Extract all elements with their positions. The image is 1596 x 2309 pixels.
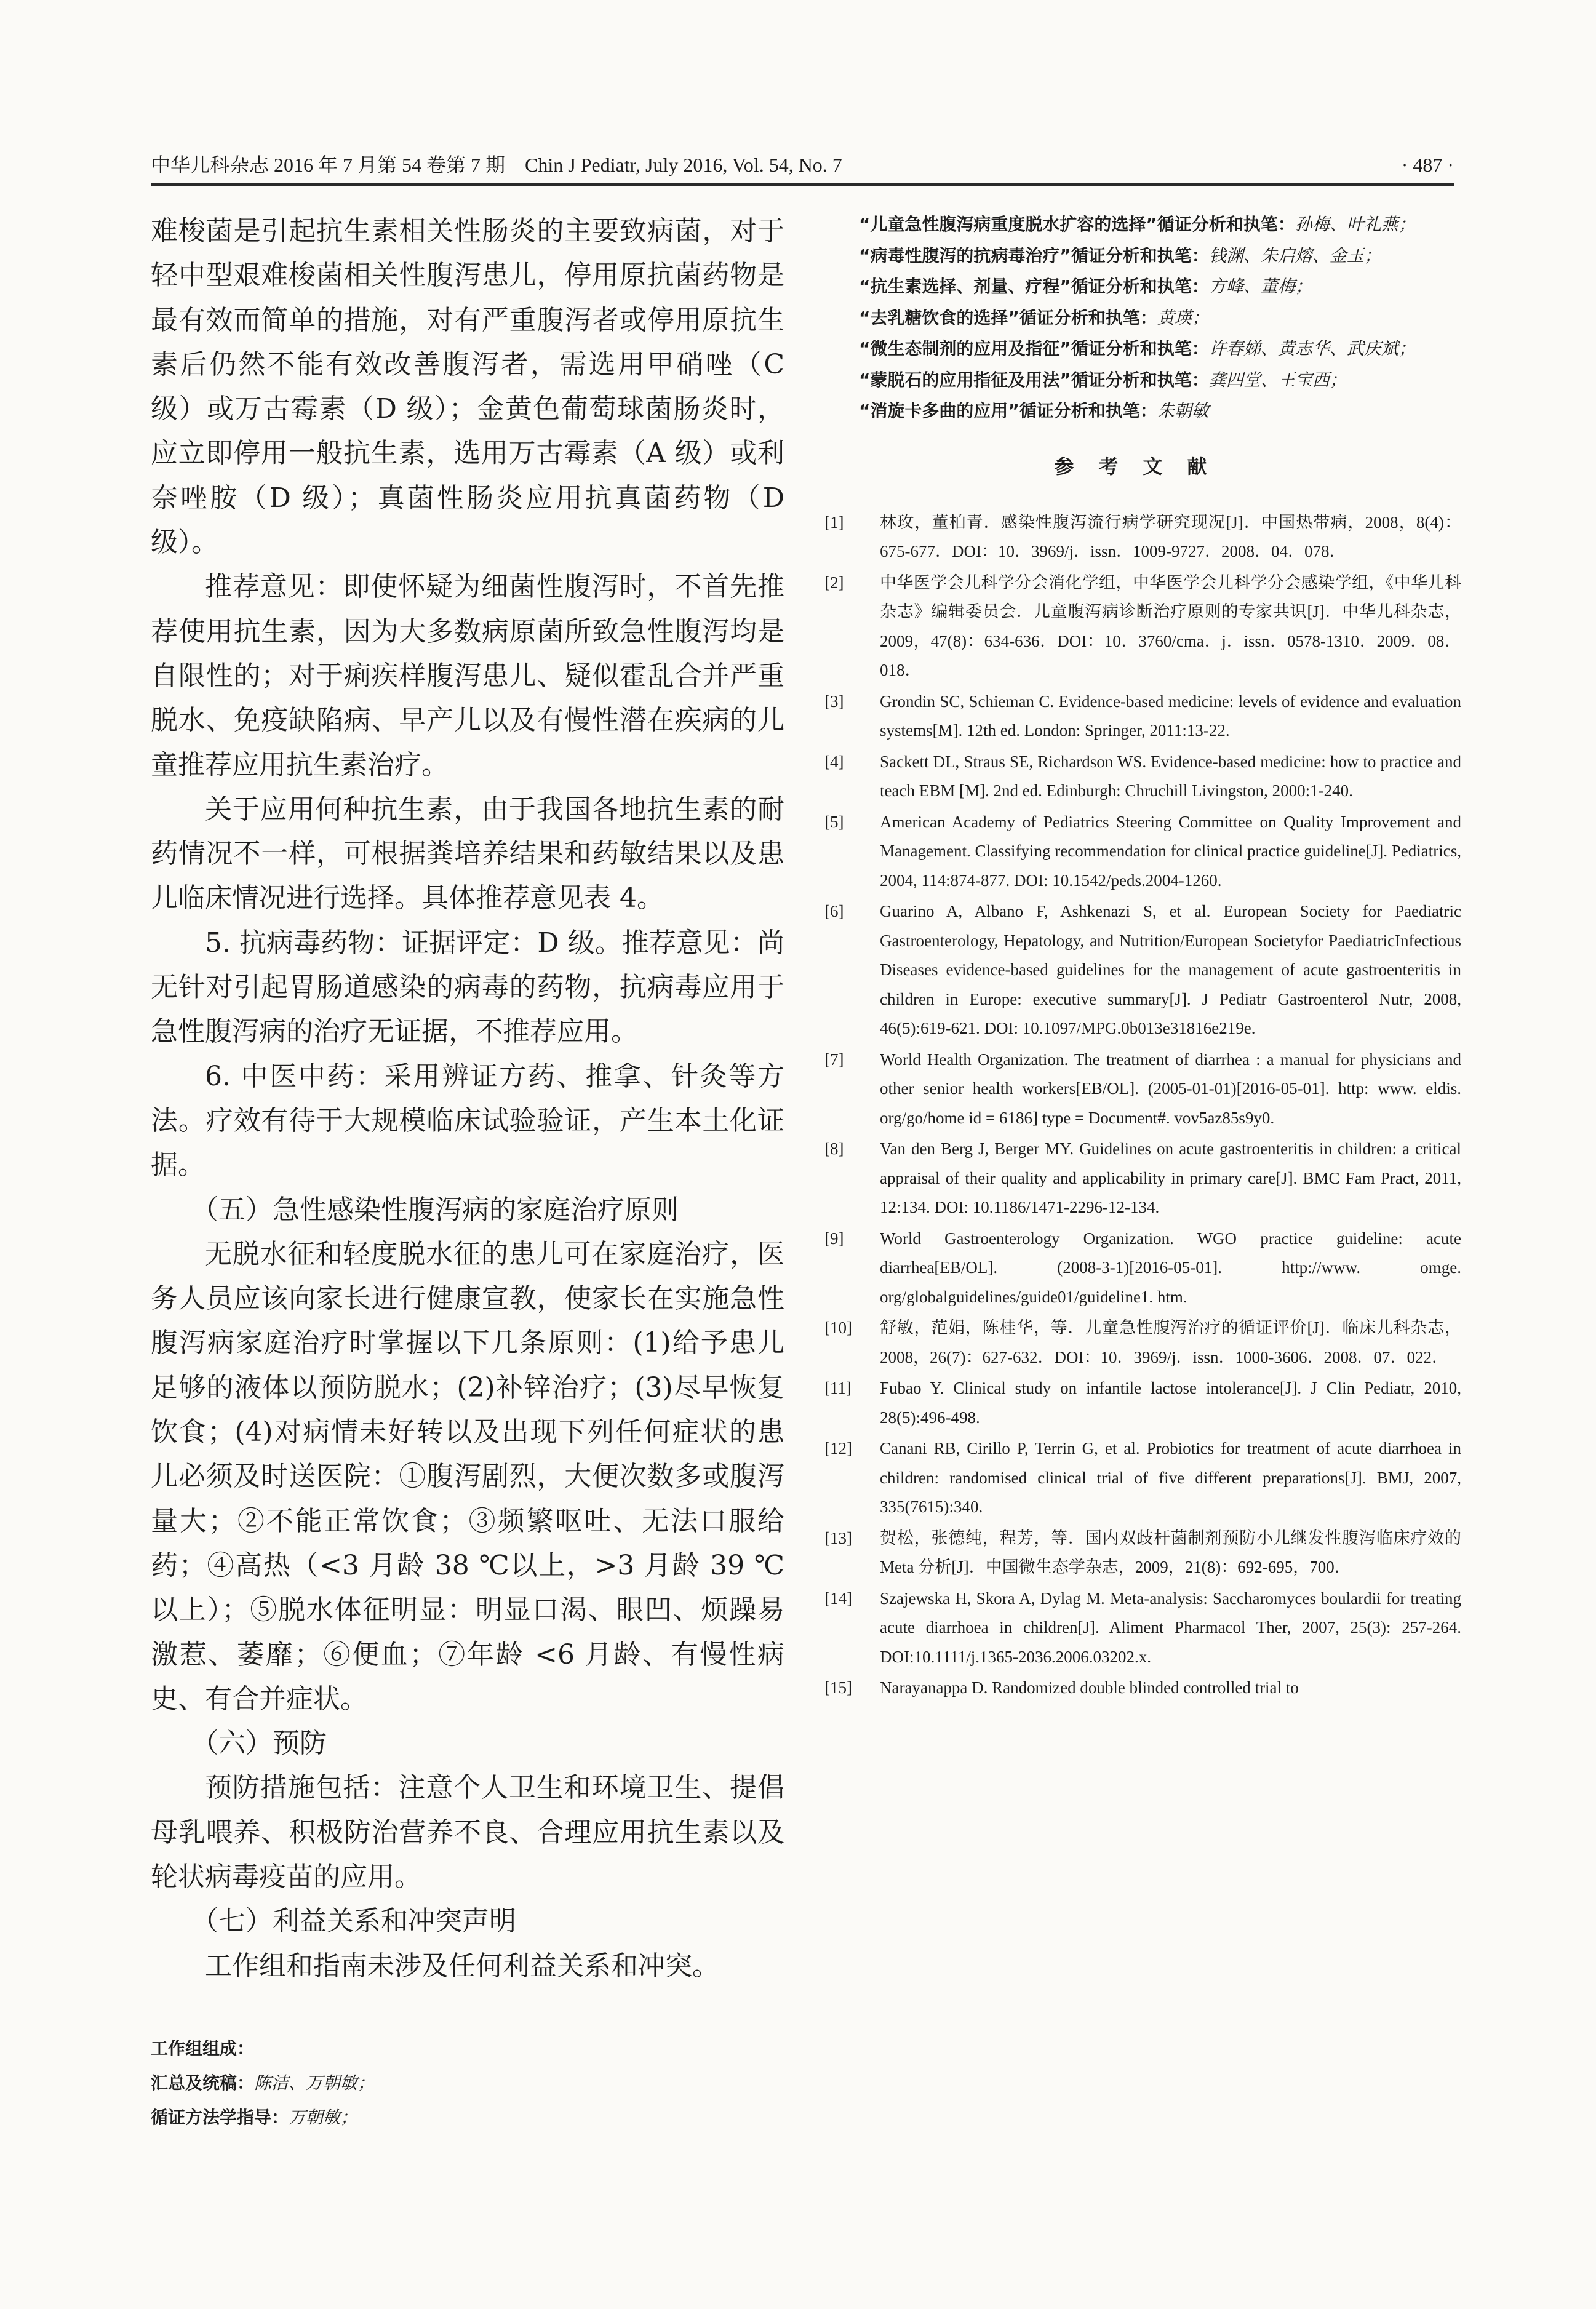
reference-text: World Gastroenterology Organization. WGO practice guideline: acute diarrhea[EB/OL]. (2008-3-1)[2016-05-01]. http://www. omge. org/globalguidelines/guide01/guideline1. htm. xyxy=(880,1229,1461,1306)
section-heading-6: （六）预防 xyxy=(191,1728,327,1760)
reference-number: [15] xyxy=(824,1678,852,1697)
section-heading-7: （七）利益关系和冲突声明 xyxy=(191,1905,516,1937)
tcm-paragraph: 6. 中医中药：采用辨证方药、推拿、针灸等方法。疗效有待于大规模临床试验验证，产生本土化证据。 xyxy=(151,1060,784,1181)
reference-number: [12] xyxy=(824,1439,852,1458)
reference-item xyxy=(824,687,1461,746)
antiviral-paragraph: 5. 抗病毒药物：证据评定：D 级。推荐意见：尚无针对引起胃肠道感染的病毒的药物，抗病毒应用于急性腹泻病的治疗无证据，不推荐应用。 xyxy=(151,927,784,1048)
reference-number: [6] xyxy=(824,902,844,920)
reference-number: [14] xyxy=(824,1589,852,1608)
contributor-entry: “蒙脱石的应用指征及用法”循证分析和执笔：龚四堂、王宝西； xyxy=(859,369,1347,390)
reference-item xyxy=(824,897,1461,1043)
reference-number: [1] xyxy=(824,512,844,532)
contributor-entry: “病毒性腹泻的抗病毒治疗”循证分析和执笔：钱渊、朱启熔、金玉； xyxy=(859,245,1381,266)
reference-number: [8] xyxy=(824,1139,844,1158)
reference-text: Narayanappa D. Randomized double blinded controlled trial to xyxy=(880,1678,1299,1697)
reference-item xyxy=(824,568,1461,685)
reference-item xyxy=(824,508,1461,567)
reference-text: Van den Berg J, Berger MY. Guidelines on acute gastroenteritis in children: a critical appraisal of their quality and applicability in primary care[J]. BMC Fam Pract, 2011, 12:134. DOI: 10.1186/1471-2296-12-134. xyxy=(880,1139,1461,1216)
reference-number: [5] xyxy=(824,812,844,831)
contributor-entry: “微生态制剂的应用及指征”循证分析和执笔：许春娣、黄志华、武庆斌； xyxy=(859,338,1416,359)
running-header xyxy=(151,146,1454,186)
prevention-paragraph: 预防措施包括：注意个人卫生和环境卫生、提倡母乳喂养、积极防治营养不良、合理应用抗生素以及轮状病毒疫苗的应用。 xyxy=(151,1772,784,1892)
reference-list xyxy=(824,508,1461,1703)
contributors-list xyxy=(824,209,1461,427)
reference-text: Sackett DL, Straus SE, Richardson WS. Evidence-based medicine: how to practice and teach EBM [M]. 2nd ed. Edinburgh: Chruchill Livingston, 2000:1-240. xyxy=(880,752,1461,800)
working-group-line: 循证方法学指导：万朝敏； xyxy=(151,2107,358,2128)
conflict-statement: 工作组和指南未涉及任何利益关系和冲突。 xyxy=(205,1950,719,1982)
reference-number: [10] xyxy=(824,1318,852,1337)
reference-text: Szajewska H, Skora A, Dylag M. Meta-analysis: Saccharomyces boulardii for treating acute diarrhoea in children[J]. Aliment Pharmacol Ther, 2007, 25(3): 257-264. DOI:10.1111/j.1365-2036.2006.03202.x. xyxy=(880,1589,1461,1666)
contributor-entry: “消旋卡多曲的应用”循证分析和执笔：朱朝敏 xyxy=(859,401,1209,421)
reference-text: American Academy of Pediatrics Steering Committee on Quality Improvement and Management. Classifying recommendation for clinical practice guideline[J]. Pediatrics, 2004, 114:874-877. DOI: 10.1542/peds.2004-1260. xyxy=(880,812,1461,890)
recommendation-paragraph: 推荐意见：即使怀疑为细菌性腹泻时，不首先推荐使用抗生素，因为大多数病原菌所致急性腹泻均是自限性的；对于痢疾样腹泻患儿、疑似霍乱合并严重脱水、免疫缺陷病、早产儿以及有慢性潜在疾病的儿童推荐应用抗生素治疗。 xyxy=(151,571,784,781)
reference-text: Canani RB, Cirillo P, Terrin G, et al. Probiotics for treatment of acute diarrhoea in children: randomised clinical trial of five different preparations[J]. BMJ, 2007, 335(7615):340. xyxy=(880,1439,1461,1516)
references-heading: 参考文献 xyxy=(1054,454,1232,478)
reference-item xyxy=(824,1224,1461,1312)
reference-number: [7] xyxy=(824,1050,844,1069)
reference-number: [4] xyxy=(824,752,844,771)
reference-item xyxy=(824,808,1461,896)
reference-number: [9] xyxy=(824,1229,844,1248)
reference-item xyxy=(824,1524,1461,1582)
reference-text: 林玫，董柏青．感染性腹泻流行病学研究现况[J]．中国热带病，2008，8(4)：675-677．DOI：10．3969/j．issn．1009-9727．2008．04．078． xyxy=(880,512,1461,560)
home-treatment-paragraph: 无脱水征和轻度脱水征的患儿可在家庭治疗，医务人员应该向家长进行健康宣教，使家长在实施急性腹泻病家庭治疗时掌握以下几条原则：(1)给予患儿足够的液体以预防脱水；(2)补锌治疗；(3)尽早恢复饮食；(4)对病情未好转以及出现下列任何症状的患儿必须及时送医院：①腹泻剧烈，大便次数多或腹泻量大；②不能正常饮食；③频繁呕吐、无法口服给药；④高热（<3 月龄 38 ℃以上，>3 月龄 39 ℃以上）；⑤脱水体征明显：明显口渴、眼凹、烦躁易激惹、萎靡；⑥便血；⑦年龄 <6 月龄、有慢性病史、有合并症状。 xyxy=(151,1238,784,1715)
reference-item xyxy=(824,748,1461,806)
working-group-line: 汇总及统稿：陈洁、万朝敏； xyxy=(151,2072,375,2093)
body-paragraph: 关于应用何种抗生素，由于我国各地抗生素的耐药情况不一样，可根据粪培养结果和药敏结果以及患儿临床情况进行选择。具体推荐意见表 4。 xyxy=(151,793,784,914)
reference-item xyxy=(824,1673,1461,1703)
left-column xyxy=(151,209,784,2135)
reference-item xyxy=(824,1314,1461,1372)
reference-number: [2] xyxy=(824,573,844,592)
section-heading-5: （五）急性感染性腹泻病的家庭治疗原则 xyxy=(191,1194,679,1226)
reference-text: Fubao Y. Clinical study on infantile lactose intolerance[J]. J Clin Pediatr, 2010, 28(5):496-498. xyxy=(880,1379,1461,1427)
reference-text: 舒敏，范娟，陈桂华，等．儿童急性腹泻治疗的循证评价[J]．临床儿科杂志，2008，26(7)：627-632．DOI：10．3969/j．issn．1000-3606．2008．07．022． xyxy=(880,1318,1461,1366)
reference-text: Grondin SC, Schieman C. Evidence-based medicine: levels of evidence and evaluation systems[M]. 12th ed. London: Springer, 2011:13-22. xyxy=(880,692,1461,740)
reference-item xyxy=(824,1584,1461,1672)
journal-citation: 中华儿科杂志 2016 年 7 月第 54 卷第 7 期 Chin J Pediatr, July 2016, Vol. 54, No. 7 xyxy=(151,154,842,176)
contributor-entry: “去乳糖饮食的选择”循证分析和执笔：黄瑛； xyxy=(859,307,1209,328)
contributor-entry: “抗生素选择、剂量、疗程”循证分析和执笔：方峰、董梅； xyxy=(859,276,1312,297)
working-group xyxy=(151,2032,784,2135)
reference-item xyxy=(824,1135,1461,1222)
body-paragraph: 难梭菌是引起抗生素相关性肠炎的主要致病菌，对于轻中型艰难梭菌相关性腹泻患儿，停用原抗菌药物是最有效而简单的措施，对有严重腹泻者或停用原抗生素后仍然不能有效改善腹泻者，需选用甲硝唑（C 级）或万古霉素（D 级）；金黄色葡萄球菌肠炎时，应立即停用一般抗生素，选用万古霉素（A 级）或利奈唑胺（D 级）；真菌性肠炎应用抗真菌药物（D 级）。 xyxy=(151,215,784,559)
reference-text: Guarino A, Albano F, Ashkenazi S, et al. European Society for Paediatric Gastroenterology, Hepatology, and Nutrition/European Societyfor PaediatricInfectious Diseases evidence-based guidelines for the management of acute gastroenteritis in children in Europe: executive summary[J]. J Pediatr Gastroenterol Nutr, 2008, 46(5):619-621. DOI: 10.1097/MPG.0b013e31816e219e. xyxy=(880,902,1461,1037)
contributor-entry: “儿童急性腹泻病重度脱水扩容的选择”循证分析和执笔：孙梅、叶礼燕； xyxy=(859,214,1416,234)
working-group-title: 工作组组成： xyxy=(151,2038,255,2059)
reference-item xyxy=(824,1374,1461,1432)
reference-text: 中华医学会儿科学分会消化学组，中华医学会儿科学分会感染学组，《中华儿科杂志》编辑委员会．儿童腹泻病诊断治疗原则的专家共识[J]．中华儿科杂志，2009，47(8)：634-636．DOI：10．3760/cma．j．issn．0578-1310．2009．08．018． xyxy=(880,573,1461,679)
page-number: · 487 · xyxy=(1401,154,1454,176)
reference-text: 贺松，张德纯，程芳，等．国内双歧杆菌制剂预防小儿继发性腹泻临床疗效的 Meta 分析[J]．中国微生态学杂志，2009，21(8)：692-695，700． xyxy=(880,1528,1461,1576)
reference-item xyxy=(824,1045,1461,1133)
reference-text: World Health Organization. The treatment of diarrhea : a manual for physicians and other senior health workers[EB/OL]. (2005-01-01)[2016-05-01]. http: www. eldis. org/go/home id = 6186] type = Document#. vov5az85s9y0. xyxy=(880,1050,1461,1127)
reference-number: [13] xyxy=(824,1528,852,1547)
right-column xyxy=(824,209,1461,1705)
reference-number: [3] xyxy=(824,692,844,711)
reference-item xyxy=(824,1434,1461,1522)
reference-number: [11] xyxy=(824,1379,852,1397)
